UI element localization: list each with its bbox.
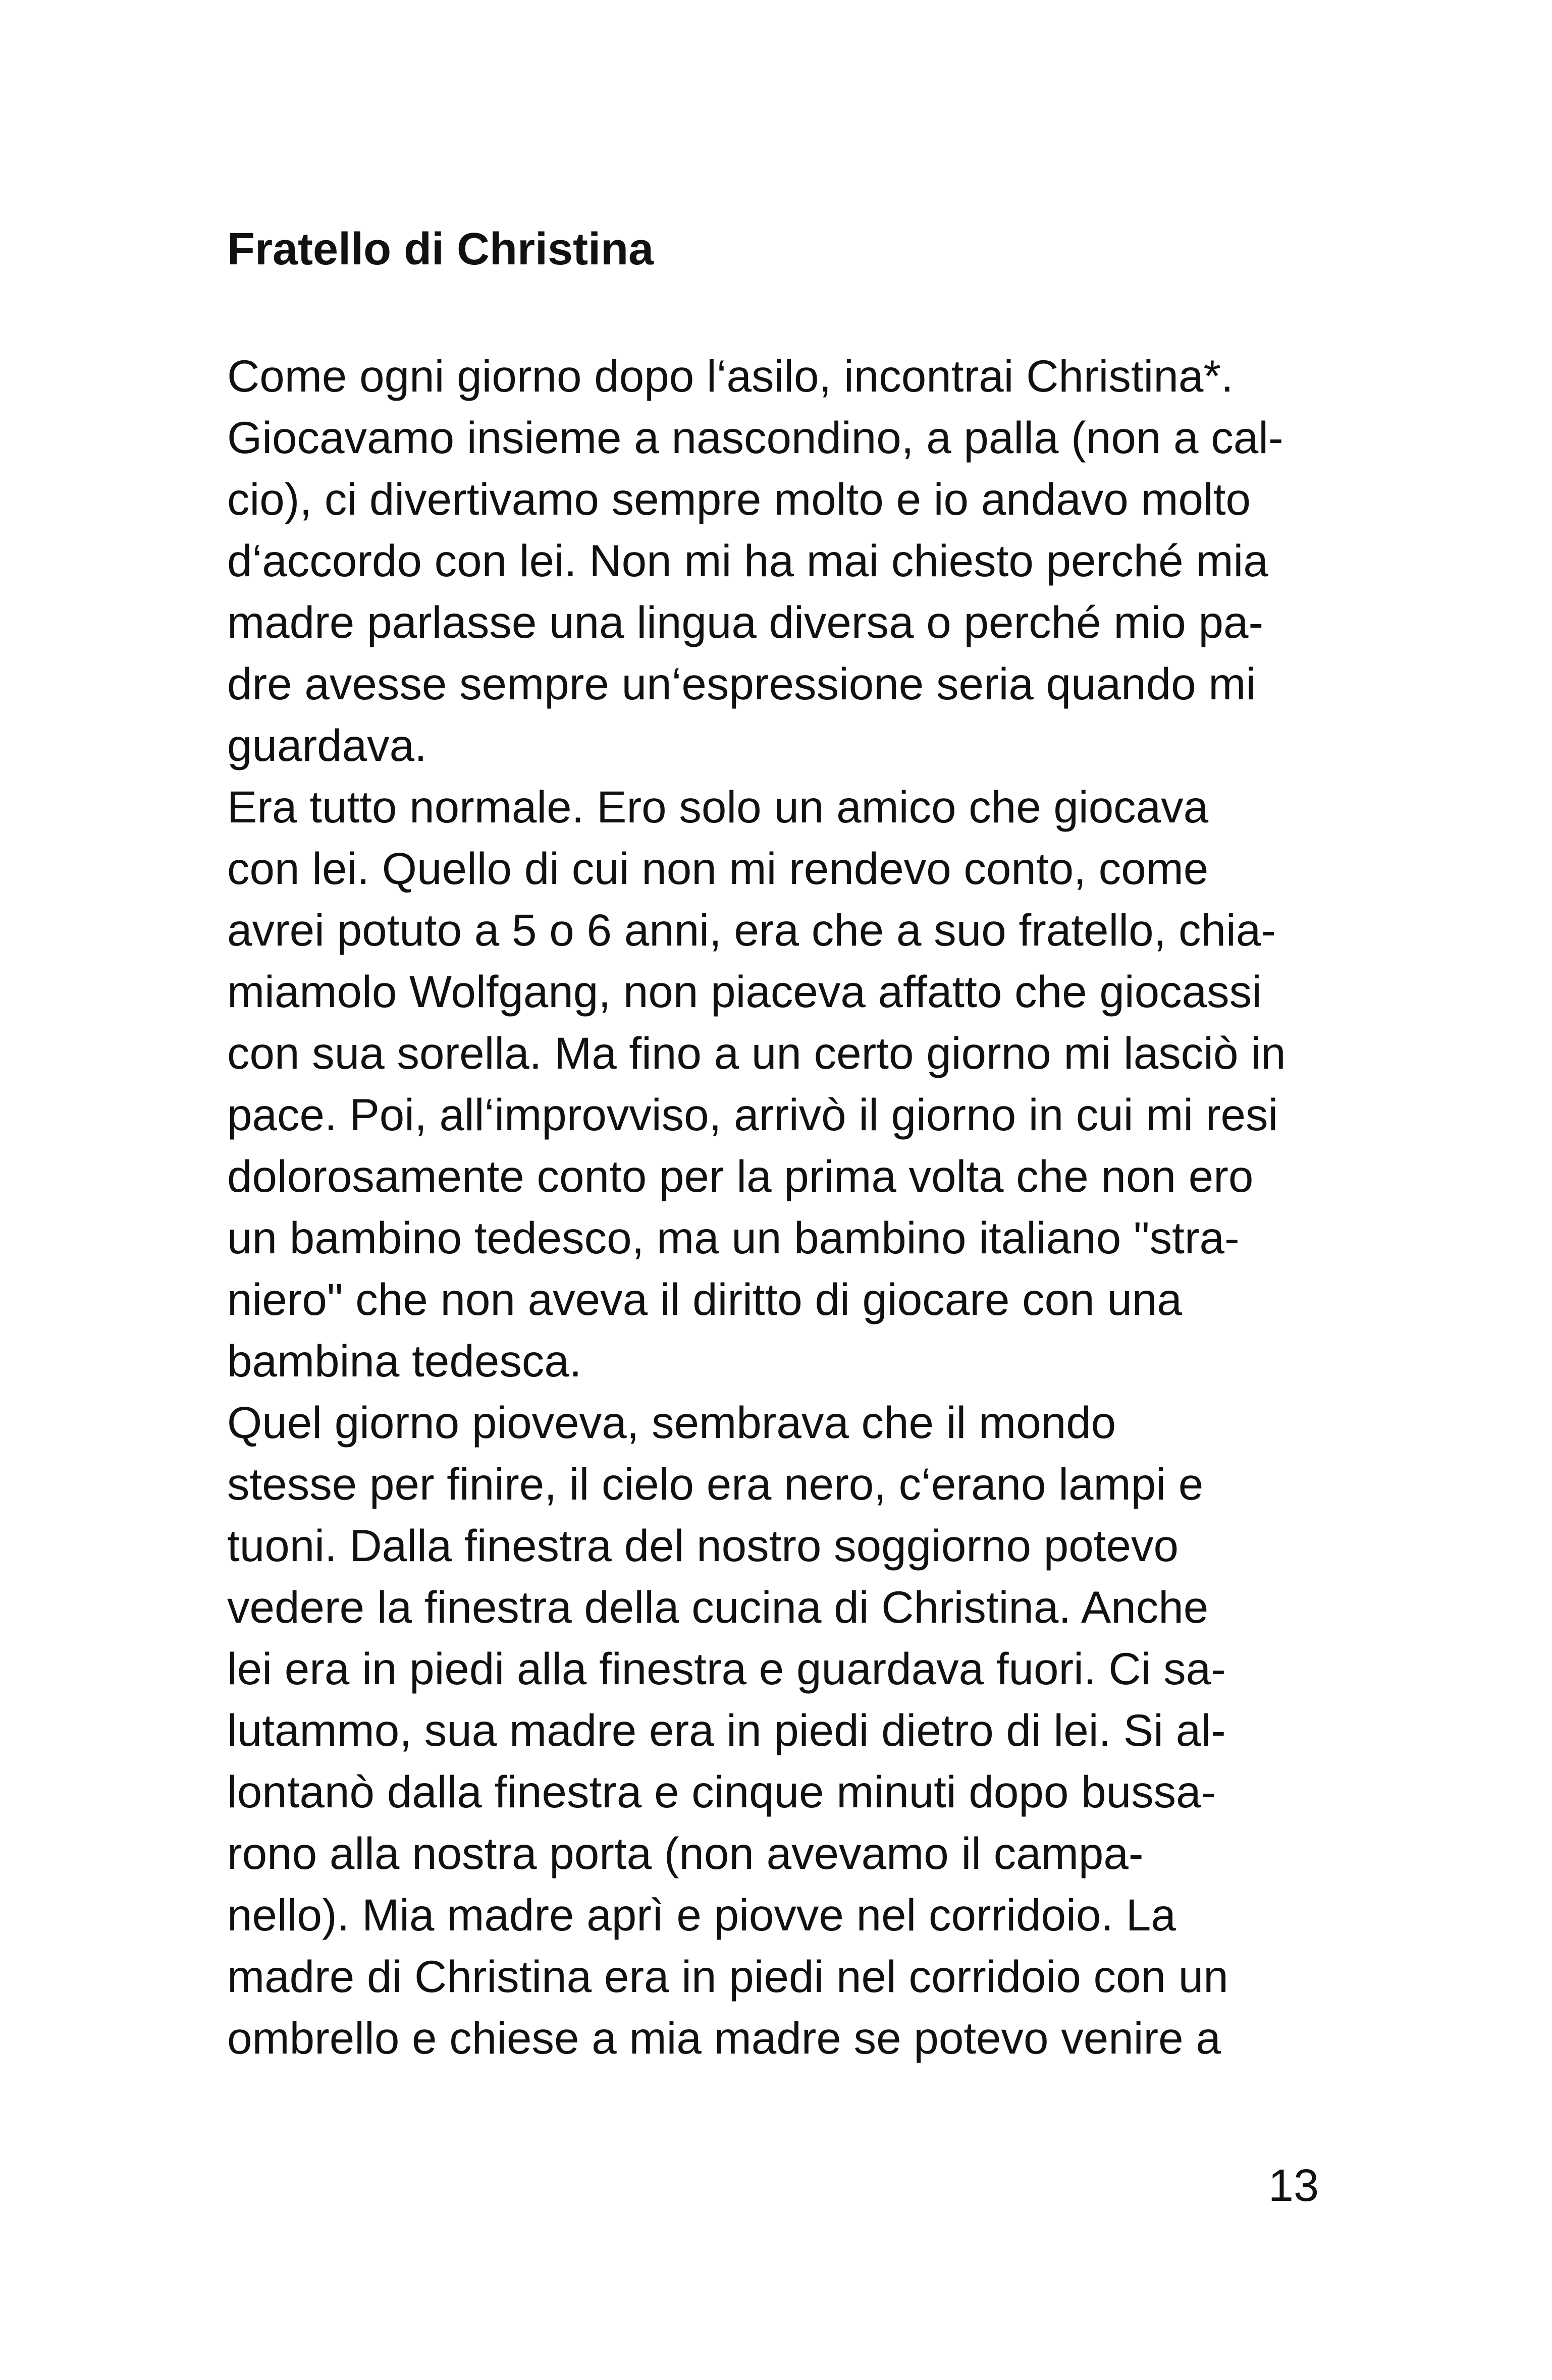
text-line: madre parlasse una lingua diversa o perché mio pa- [227, 597, 1264, 647]
text-line: avrei potuto a 5 o 6 anni, era che a suo fratello, chia- [227, 905, 1276, 955]
text-line: bambina tedesca. [227, 1336, 582, 1386]
text-line: Era tutto normale. Ero solo un amico che giocava [227, 782, 1209, 832]
text-line: pace. Poi, all‘improvviso, arrivò il giorno in cui mi resi [227, 1089, 1278, 1140]
text-line: nello). Mia madre aprì e piovve nel corridoio. La [227, 1890, 1176, 1940]
text-line: rono alla nostra porta (non avevamo il campa- [227, 1828, 1144, 1878]
text-line: un bambino tedesco, ma un bambino italiano "stra- [227, 1212, 1240, 1263]
text-line: tuoni. Dalla finestra del nostro soggiorno potevo [227, 1520, 1179, 1571]
text-line: dolorosamente conto per la prima volta che non ero [227, 1151, 1254, 1201]
text-line: guardava. [227, 720, 427, 770]
text-line: lontanò dalla finestra e cinque minuti dopo bussa- [227, 1766, 1216, 1817]
text-line: cio), ci divertivamo sempre molto e io andavo molto [227, 474, 1251, 524]
text-line: miamolo Wolfgang, non piaceva affatto che giocassi [227, 966, 1262, 1017]
text-line: lutammo, sua madre era in piedi dietro di lei. Si al- [227, 1705, 1226, 1755]
text-line: vedere la finestra della cucina di Christina. Anche [227, 1582, 1209, 1632]
chapter-title: Fratello di Christina [227, 224, 654, 274]
text-line: d‘accordo con lei. Non mi ha mai chiesto perché mia [227, 535, 1268, 586]
page-number: 13 [1268, 2161, 1319, 2211]
text-line: con lei. Quello di cui non mi rendevo conto, come [227, 843, 1209, 894]
text-line: stesse per finire, il cielo era nero, c‘erano lampi e [227, 1459, 1204, 1509]
body-text [227, 345, 1388, 2069]
text-line: lei era in piedi alla finestra e guardava fuori. Ci sa- [227, 1643, 1226, 1694]
text-line: madre di Christina era in piedi nel corridoio con un [227, 1951, 1228, 2002]
text-line: Come ogni giorno dopo l‘asilo, incontrai Christina*. [227, 351, 1234, 401]
text-line: Quel giorno pioveva, sembrava che il mondo [227, 1397, 1116, 1448]
text-line: niero" che non aveva il diritto di giocare con una [227, 1274, 1182, 1324]
text-line: Giocavamo insieme a nascondino, a palla (non a cal- [227, 412, 1283, 463]
text-line: ombrello e chiese a mia madre se potevo venire a [227, 2013, 1221, 2063]
text-line: dre avesse sempre un‘espressione seria quando mi [227, 658, 1256, 709]
text-line: con sua sorella. Ma fino a un certo giorno mi lasciò in [227, 1028, 1286, 1078]
